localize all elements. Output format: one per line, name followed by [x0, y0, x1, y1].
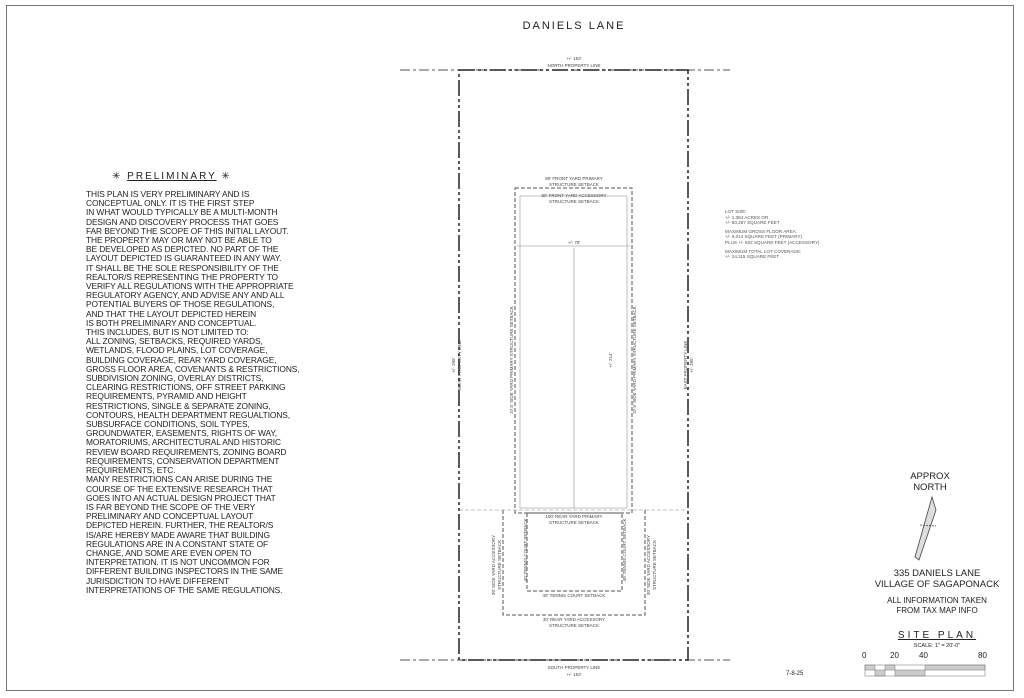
south-line-label: SOUTH PROPERTY LINE: [547, 665, 601, 670]
coverage-label: MAXIMUM TOTAL LOT COVERAGE:: [725, 248, 802, 254]
lot-size-sqft: +/- 60,287 SQUARE FEET: [725, 220, 780, 226]
drawing-date: 7-8-25: [786, 671, 804, 677]
preliminary-heading: ✳ PRELIMINARY ✳: [112, 171, 232, 182]
gfa-accessory: PLUS +/- 602 SQUARE FEET (ACCESSORY): [725, 239, 820, 245]
tennis-south-setback: 40' TENNIS COURT SETBACK: [542, 593, 606, 598]
primary-setback-box: [515, 188, 632, 513]
front-accessory-setback-2: STRUCTURE SETBACK: [548, 199, 600, 204]
east-side-accessory-setback-1: 30' SIDE YARD ACCESSORY: [646, 534, 651, 596]
site-plan-title: SITE PLAN: [897, 630, 977, 641]
west-side-accessory-setback-1: 30' SIDE YARD ACCESSORY: [491, 534, 496, 596]
front-primary-setback-1: 80' FRONT YARD PRIMARY: [545, 176, 603, 181]
gfa-label: MAXIMUM GROSS FLOOR AREA:: [725, 228, 797, 234]
depth-dim: +/- 214': [608, 352, 613, 368]
scale-tick-0: 0: [862, 651, 867, 660]
width-dim: +/- 78': [567, 240, 581, 245]
south-dim: +/- 153': [566, 672, 582, 677]
west-dim: +/- 395': [451, 357, 456, 373]
source-line-2: FROM TAX MAP INFO: [896, 605, 978, 615]
scale-tick-80: 80: [978, 651, 987, 660]
scale-bar: [865, 665, 985, 676]
scale-label: SCALE: 1" = 20'-0": [913, 643, 961, 649]
scale-tick-20: 20: [890, 651, 899, 660]
preliminary-disclaimer: THIS PLAN IS VERY PRELIMINARY AND IS CONCEPTUAL ONLY. IT IS THE FIRST STEP IN WHAT WOULD TYPICALLY BE A MULTI-MONTH DESIGN AND DISCOVERY PROCESS THAT GOES FAR BEYOND THE SCOPE OF THIS INITIAL LAYOUT. THE PROPERTY MAY OR MAY NOT BE ABLE TO BE DEVELOPED AS DEPICTED. NO PART OF THE LAYOUT DEPICTED IS GUARANTEED IN ANY WAY. IT SHALL BE THE SOLE RESPONSIBILITY OF THE REALTOR/S REPRESENTING THE PROPERTY TO VERIFY ALL REGULATIONS WITH THE APPROPRIATE REGULATORY AGENCY, AND ADVISE ANY AND ALL POTENTIAL BUYERS OF THOSE REGULATIONS, AND THAT THE LAYOUT DEPICTED HEREIN IS BOTH PRELIMINARY AND CONCEPTUAL. THIS INCLUDES, BUT IS NOT LIMITED TO: ALL ZONING, SETBACKS, REQUIRED YARDS, WETLANDS, FLOOD PLAINS, LOT COVERAGE, BUILDING COVERAGE, REAR YARD COVERAGE, GROSS FLOOR AREA, COVENANTS & RESTRICTIONS, SUBDIVISION ZONING, OVERLAY DISTRICTS, CLEARING RESTRICTIONS, OFF STREET PARKING REQUIREMENTS, PYRAMID AND HEIGHT RESTRICTIONS, SINGLE & SEPARATE ZONING, CONTOURS, HEALTH DEPARTMENT REGUALTIONS, SUBSURFACE CONDITIONS, SOIL TYPES, GROUNDWATER, EASEMENTS, RIGHTS OF WAY, MORATORIUMS, ARCHITECTURAL AND HISTORIC REVIEW BOARD REQUIREMENTS, ZONING BOARD REQUIREMENTS, CONSERVATION DEPARTMENT REQUIREMENTS, ETC. MANY RESTRICTIONS CAN ARISE DURING THE COURSE OF THE EXTENSIVE RESEARCH THAT GOES INTO AN ACTUAL DESIGN PROJECT THAT IS FAR BEYOND THE SCOPE OF THE VERY PRELIMINARY AND CONCEPTUAL LAYOUT DEPICTED HEREIN. FURTHER, THE REALTOR/S IS/ARE HEREBY MADE AWARE THAT BUILDING REGULATIONS ARE IN A CONSTANT STATE OF CHANGE, AND SOME ARE EVEN OPEN TO INTERPRETATION. IT IS NOT UNCOMMON FOR DIFFERENT BUILDING INSPECTORS IN THE SAME JURISDICTION TO HAVE DIFFERENT INTERPRETATIONS OF THE SAME REGULATIONS.: [86, 189, 300, 595]
coverage-value: +/- 24,115 SQUARE FEET: [725, 254, 780, 260]
rear-accessory-setback-1: 30' REAR YARD ACCESSORY: [542, 617, 606, 622]
scale-tick-40: 40: [919, 651, 928, 660]
north-label-1: APPROX: [910, 471, 950, 482]
village: VILLAGE OF SAGAPONACK: [874, 579, 1000, 590]
front-accessory-setback-1: 80' FRONT YARD ACCESSORY: [541, 193, 607, 198]
north-line-label: NORTH PROPERTY LINE: [547, 63, 601, 68]
preliminary-title: PRELIMINARY: [127, 171, 217, 182]
east-dim: +/- 395': [689, 357, 694, 373]
source-note: [852, 596, 1022, 615]
west-side-accessory-setback-2: STRUCTURE SETBACK: [497, 539, 502, 591]
tennis-west-setback: 40' TENNIS COURT SETBACK: [523, 518, 528, 582]
gfa-primary: +/- 6,014 SQUARE FEET (PRIMARY): [725, 234, 803, 240]
east-side-accessory-setback-2: STRUCTURE SETBACK: [652, 539, 657, 591]
east-side-primary-setback: 37.5' SIDE YARD PRIMARY STRUCTURE SETBACK: [632, 306, 637, 414]
rear-accessory-setback-2: STRUCTURE SETBACK: [548, 623, 600, 628]
rear-primary-setback-2: STRUCTURE SETBACK: [548, 520, 600, 525]
north-arrow-icon: [915, 497, 936, 560]
east-line-label: EAST PROPERTY LINE: [683, 340, 688, 390]
west-side-primary-setback: 37.5' SIDE YARD PRIMARY STRUCTURE SETBACK: [509, 306, 514, 414]
source-line-1: ALL INFORMATION TAKEN: [887, 596, 987, 605]
north-dim: +/- 153': [566, 56, 582, 61]
front-primary-setback-2: STRUCTURE SETBACK: [548, 182, 600, 187]
rear-primary-setback-1: 100' REAR YARD PRIMARY: [545, 514, 603, 519]
north-label-2: NORTH: [913, 482, 947, 493]
street-name: DANIELS LANE: [522, 20, 626, 32]
lot-size-label: LOT SIZE:: [725, 209, 747, 214]
tennis-east-setback: 40' TENNIS COURT SETBACK: [622, 518, 627, 582]
lot-size-acres: +/- 1.384 ACRES OR: [725, 214, 769, 220]
address-block: [852, 568, 1022, 590]
west-line-label: WEST PROPERTY LINE: [457, 339, 462, 391]
north-arrow-label: [890, 471, 970, 493]
address: 335 DANIELS LANE: [893, 568, 981, 579]
